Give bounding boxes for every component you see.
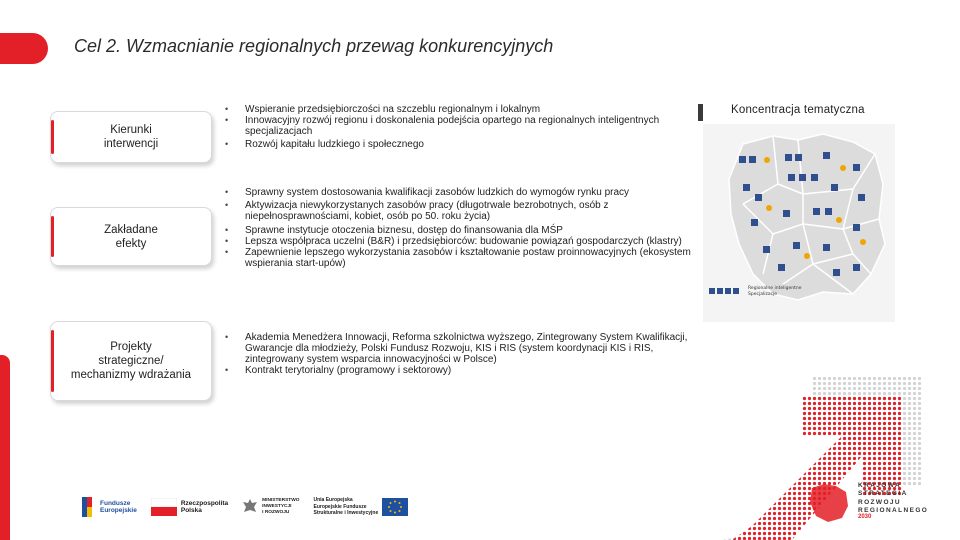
kierunki-list (224, 104, 700, 150)
logo-rzeczpospolita-polska (151, 498, 228, 516)
list-item: • Zapewnienie lepszego wykorzystania zasobów i kształtowanie postaw proinnowacyjnych (ekosystem wspierania start-upów) (224, 247, 700, 269)
koncentracja-heading: Koncentracja tematyczna (731, 104, 865, 116)
heading-marker (698, 104, 703, 121)
red-side-bar (0, 355, 10, 540)
slide-title: Cel 2. Wzmacnianie regionalnych przewag konkurencyjnych (74, 36, 554, 56)
box-label: Zakładane efekty (104, 223, 158, 250)
list-item: • Akademia Menedżera Innowacji, Reforma szkolnictwa wyższego, Zintegrowany System Kwalifikacji, Gwarancje dla młodzieży, Polski Fundusz Rozwoju, KIS i RIS (system koordynacji KIS i RIS, zintegrowany system wsparcia innowacyjności w Polsce) (224, 332, 700, 365)
logo-text: MINISTERSTWO INWESTYCJI I ROZWOJU (262, 498, 300, 515)
eagle-emblem-icon (242, 498, 258, 516)
logo-text: Rzeczpospolita Polska (180, 499, 229, 514)
logo-ministerstwo (242, 498, 299, 516)
footer-logos (80, 490, 422, 524)
logo-unia-europejska (313, 497, 408, 516)
red-accent-tab (0, 33, 48, 64)
eu-flag-icon (382, 498, 408, 516)
logo-text: Unia Europejska Europejskie Fundusze Strukturalne i Inwestycyjne (313, 497, 379, 517)
list-item: • Sprawny system dostosowania kwalifikacji zasobów ludzkich do wymogów rynku pracy (224, 187, 700, 198)
list-item: • Innowacyjny rozwój regionu i doskonalenia podejścia opartego na regionalnych inteligentnych specjalizacjach (224, 115, 700, 137)
box-label: Projekty strategiczne/ mechanizmy wdrażania (70, 341, 192, 381)
strategy-name: KRAJOWA STRATEGIA ROZWOJU REGIONALNEGO (858, 482, 929, 515)
krajowa-strategia-logo-icon (806, 480, 850, 524)
polish-flag-icon (151, 498, 177, 516)
list-item: • Rozwój kapitału ludzkiego i społecznego (224, 139, 700, 150)
list-item: • Kontrakt terytorialny (programowy i sektorowy) (224, 365, 700, 376)
box-projekty-strategiczne (50, 321, 212, 401)
box-kierunki-interwencji (50, 111, 212, 163)
box-zakladane-efekty (50, 207, 212, 266)
list-item: • Lepsza współpraca uczelni (B&R) i przedsiębiorców: budowanie powiązań gospodarczych (klastry) (224, 236, 700, 247)
list-item: • Aktywizacja niewykorzystanych zasobów pracy (długotrwale bezrobotnych, osób z niepełnosprawnościami, kobiet, osób po 50. roku życia) (224, 200, 700, 222)
logo-fundusze-europejskie (80, 495, 137, 519)
list-item: • Wspieranie przedsiębiorczości na szczeblu regionalnym i lokalnym (224, 104, 700, 115)
projekty-list (224, 332, 700, 376)
box-label: Kierunki interwencji (103, 124, 159, 150)
strategy-year: 2030 (858, 514, 872, 520)
list-item: • Sprawne instytucje otoczenia biznesu, dostęp do finansowania dla MŚP (224, 225, 700, 236)
fundusze-europejskie-logo-icon (80, 495, 96, 519)
map-legend: Regionalne inteligentne Specjalizacje (748, 286, 802, 297)
efekty-list (224, 187, 700, 269)
logo-text: Fundusze Europejskie (100, 499, 137, 514)
